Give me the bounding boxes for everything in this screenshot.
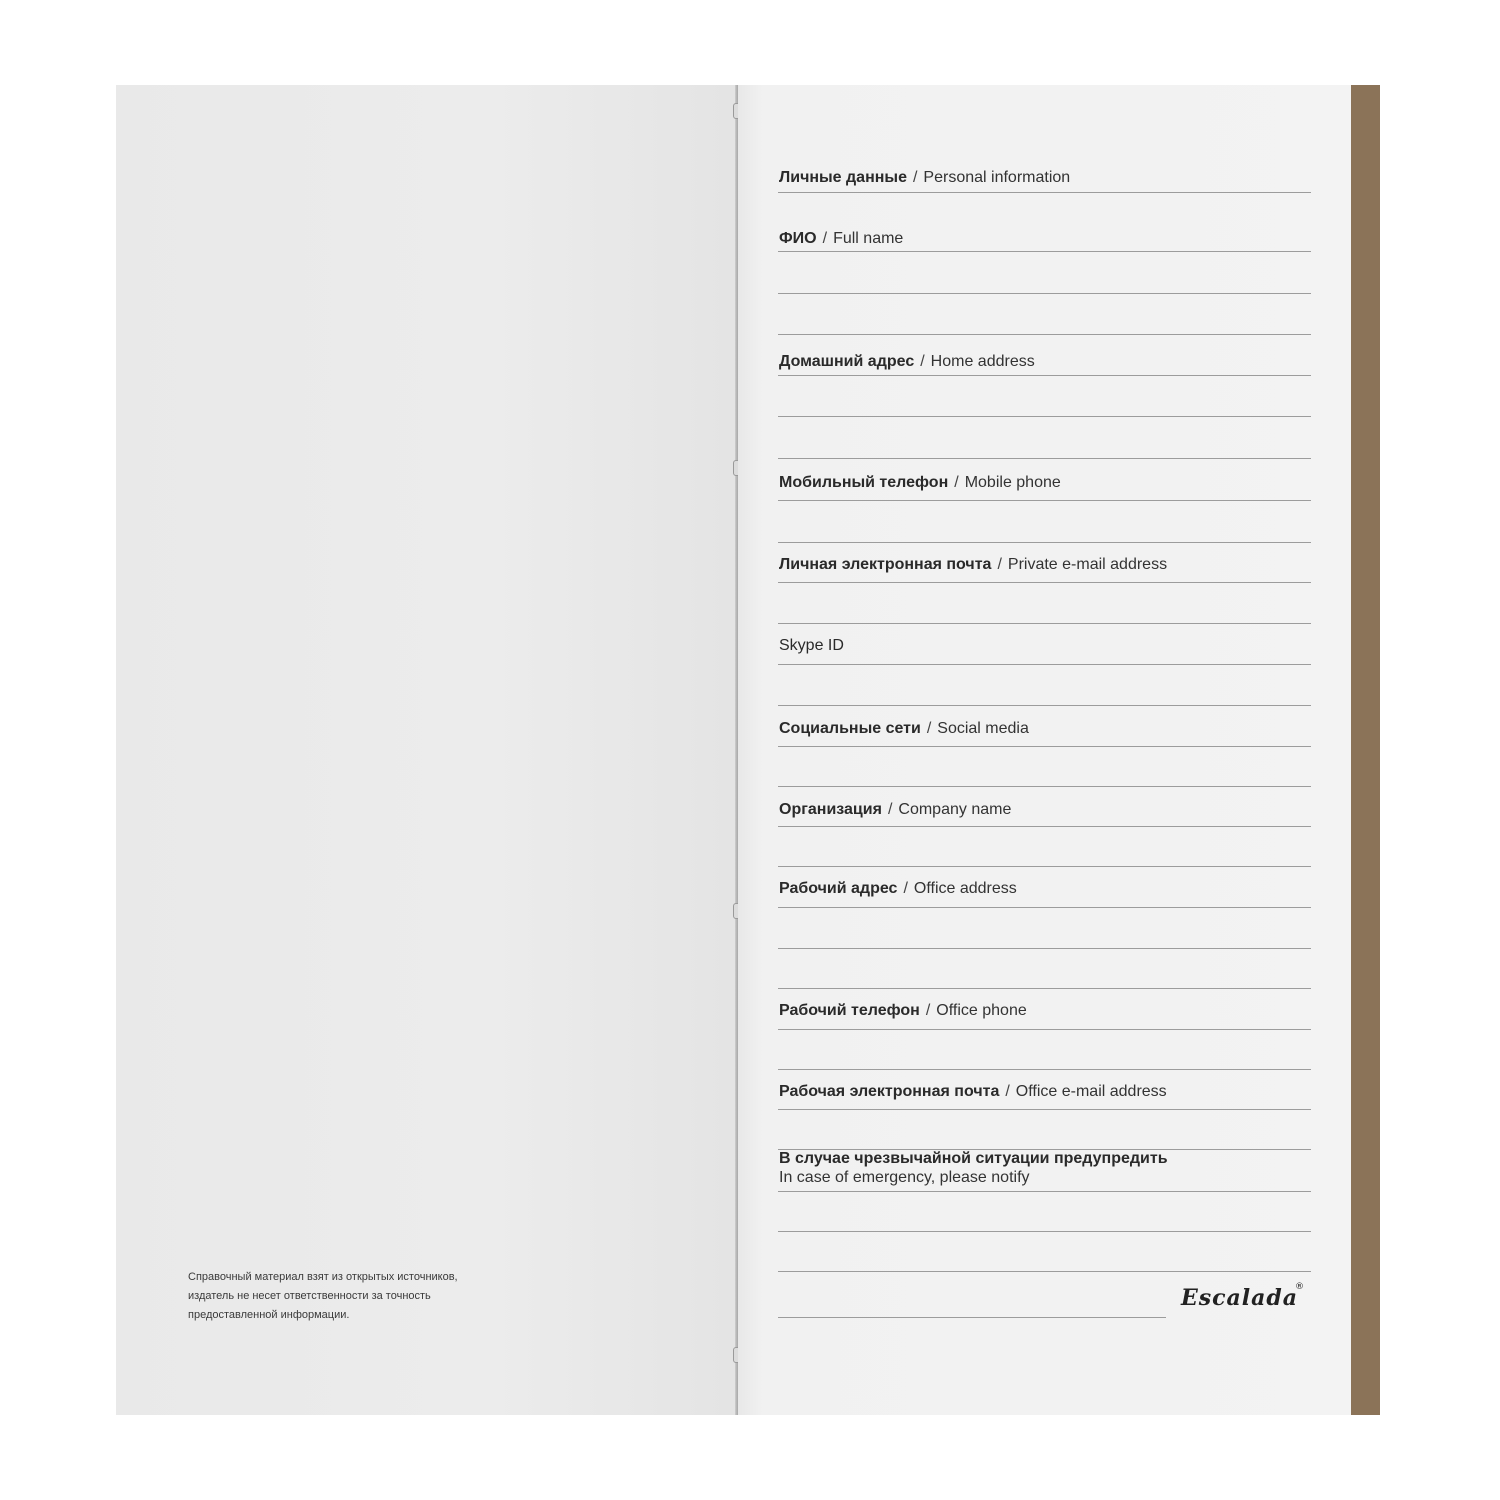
write-in-line[interactable] [778, 948, 1311, 949]
write-in-line[interactable] [778, 1109, 1311, 1110]
field-label-en: Home address [930, 353, 1035, 370]
field-label-en: Office e-mail address [1015, 1083, 1167, 1100]
title-underline [778, 192, 1311, 193]
separator: / [887, 801, 893, 818]
write-in-line[interactable] [778, 1271, 1311, 1272]
write-in-line[interactable] [778, 458, 1311, 459]
write-in-line[interactable] [778, 500, 1311, 501]
field-label-en: Mobile phone [964, 474, 1061, 491]
field-label-ru: Skype ID [779, 637, 844, 654]
field-skype-id [779, 637, 844, 655]
write-in-line[interactable] [778, 251, 1311, 252]
form-title-en: Personal information [923, 169, 1071, 186]
field-label-ru: Рабочая электронная почта [779, 1083, 1000, 1100]
field-company-name [779, 801, 1011, 819]
field-label-ru: ФИО [779, 230, 817, 247]
separator: / [926, 720, 932, 737]
write-in-line[interactable] [778, 1231, 1311, 1232]
write-in-line[interactable] [778, 988, 1311, 989]
write-in-line[interactable] [778, 293, 1311, 294]
field-label-ru: Домашний адрес [779, 353, 915, 370]
field-emergency-contact [779, 1149, 1168, 1187]
field-label-en: Office phone [936, 1002, 1027, 1019]
write-in-line[interactable] [778, 705, 1311, 706]
left-page [116, 85, 736, 1415]
field-label-ru: Рабочий телефон [779, 1002, 920, 1019]
field-label-en: Company name [898, 801, 1012, 818]
cover-edge [1351, 85, 1380, 1415]
field-label-en: Office address [913, 880, 1017, 897]
field-office-phone [779, 1002, 1027, 1020]
separator: / [997, 556, 1002, 573]
field-full-name [779, 230, 903, 248]
emergency-label-en: In case of emergency, please notify [779, 1169, 1030, 1186]
field-label-ru: Мобильный телефон [779, 474, 949, 491]
field-office-address [779, 880, 1017, 898]
disclaimer-text [188, 1268, 548, 1325]
write-in-line[interactable] [778, 907, 1311, 908]
write-in-line[interactable] [778, 1069, 1311, 1070]
write-in-line[interactable] [778, 582, 1311, 583]
field-social-media [779, 720, 1029, 738]
field-label-ru: Социальные сети [779, 720, 921, 737]
field-home-address [779, 353, 1035, 371]
write-in-line[interactable] [778, 826, 1311, 827]
write-in-line[interactable] [778, 1317, 1166, 1318]
write-in-line[interactable] [778, 746, 1311, 747]
form-title-ru: Личные данные [779, 169, 907, 186]
disclaimer-line: предоставленной информации. [188, 1309, 350, 1321]
write-in-line[interactable] [778, 1149, 1311, 1150]
right-page [738, 85, 1351, 1415]
separator: / [912, 169, 918, 186]
write-in-line[interactable] [778, 375, 1311, 376]
registered-mark: ® [1295, 1282, 1304, 1292]
separator: / [920, 353, 925, 370]
field-label-ru: Организация [779, 801, 882, 818]
separator: / [954, 474, 959, 491]
write-in-line[interactable] [778, 334, 1311, 335]
separator: / [1005, 1083, 1010, 1100]
field-label-en: Private e-mail address [1007, 556, 1168, 573]
write-in-line[interactable] [778, 623, 1311, 624]
field-private-email [779, 556, 1167, 574]
write-in-line[interactable] [778, 786, 1311, 787]
write-in-line[interactable] [778, 416, 1311, 417]
separator: / [822, 230, 828, 247]
write-in-line[interactable] [778, 542, 1311, 543]
separator: / [903, 880, 908, 897]
write-in-line[interactable] [778, 1191, 1311, 1192]
write-in-line[interactable] [778, 664, 1311, 665]
escalada-logo: Escalada [1181, 1285, 1299, 1311]
notebook-spread [116, 85, 1380, 1415]
field-label-ru: Личная электронная почта [779, 556, 992, 573]
field-label-en: Social media [937, 720, 1029, 737]
field-label-ru: Рабочий адрес [779, 880, 898, 897]
disclaimer-line: издатель не несет ответственности за точность [188, 1290, 431, 1302]
field-label-en: Full name [833, 230, 904, 247]
field-mobile-phone [779, 474, 1061, 492]
write-in-line[interactable] [778, 1029, 1311, 1030]
disclaimer-line: Справочный материал взят из открытых источников, [188, 1271, 458, 1283]
field-office-email [779, 1083, 1167, 1101]
form-title [779, 169, 1070, 187]
write-in-line[interactable] [778, 866, 1311, 867]
separator: / [925, 1002, 931, 1019]
emergency-label-ru: В случае чрезвычайной ситуации предупредить [779, 1150, 1168, 1167]
